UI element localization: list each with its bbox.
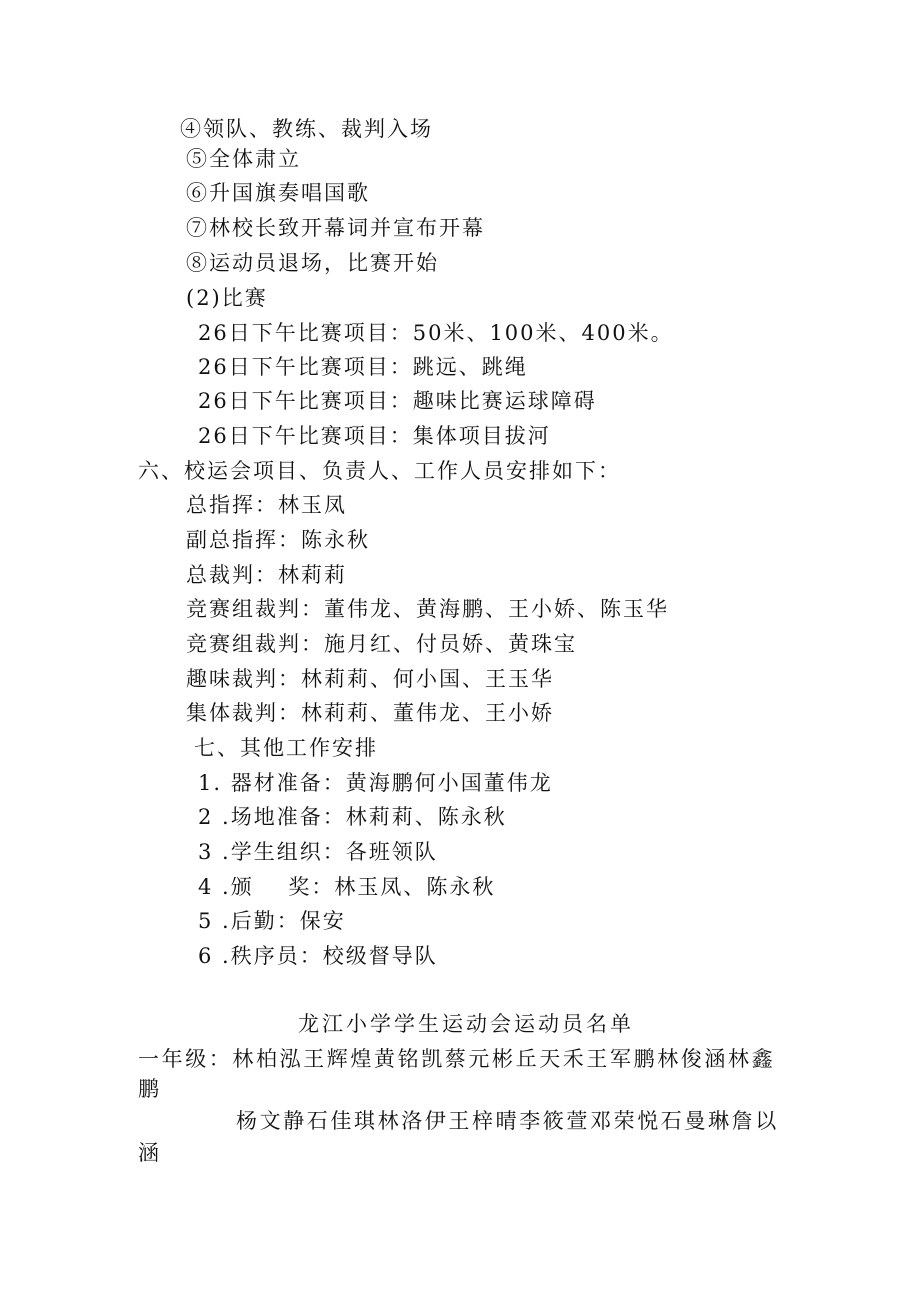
ceremony-step-4: ④领队、教练、裁判入场	[180, 117, 433, 141]
ceremony-step-6: ⑥升国旗奏唱国歌	[186, 181, 370, 205]
competition-item: 26日下午比赛项目：50米、100米、400米。	[198, 321, 674, 345]
roster-title: 龙江小学学生运动会运动员名单	[298, 1012, 634, 1036]
section6-heading: 六、校运会项目、负责人、工作人员安排如下：	[138, 459, 621, 483]
roster-grade1-line: 一年级：林柏泓王辉煌黄铭凯蔡元彬丘天禾王军鹏林俊涵林鑫	[138, 1047, 776, 1071]
roster-grade1-line: 鹏	[138, 1077, 162, 1101]
ceremony-step-5: ⑤全体肃立	[186, 147, 301, 171]
roster-grade1-line: 涵	[138, 1141, 162, 1165]
competition-heading: (2)比赛	[186, 286, 268, 310]
arrangement-item: 3 .学生组织：各班领队	[198, 840, 438, 864]
ceremony-step-8: ⑧运动员退场，比赛开始	[186, 251, 439, 275]
staff-item: 集体裁判：林莉莉、董伟龙、王小娇	[186, 701, 554, 725]
competition-item: 26日下午比赛项目：集体项目拔河	[198, 424, 551, 448]
arrangement-item: 4 .颁 奖：林玉凤、陈永秋	[198, 875, 496, 899]
staff-item: 总裁判：林莉莉	[186, 563, 347, 587]
staff-item: 趣味裁判：林莉莉、何小国、王玉华	[186, 667, 554, 691]
competition-item: 26日下午比赛项目：跳远、跳绳	[198, 355, 528, 379]
staff-item: 竞赛组裁判：董伟龙、黄海鹏、王小娇、陈玉华	[186, 597, 669, 621]
arrangement-item: 1. 器材准备：黄海鹏何小国董伟龙	[198, 771, 553, 795]
ceremony-step-7: ⑦林校长致开幕词并宣布开幕	[186, 216, 485, 240]
arrangement-item: 5 .后勤：保安	[198, 909, 346, 933]
section7-heading: 七、其他工作安排	[194, 736, 378, 760]
staff-item: 总指挥：林玉凤	[186, 493, 347, 517]
staff-item: 竞赛组裁判：施月红、付员娇、黄珠宝	[186, 632, 577, 656]
arrangement-item: 2 .场地准备：林莉莉、陈永秋	[198, 805, 507, 829]
arrangement-item: 6 .秩序员：校级督导队	[198, 944, 438, 968]
roster-grade1-line: 杨文静石佳琪林洛伊王梓晴李筱萱邓荣悦石曼琳詹以	[236, 1109, 779, 1133]
competition-item: 26日下午比赛项目：趣味比赛运球障碍	[198, 389, 597, 413]
staff-item: 副总指挥：陈永秋	[186, 528, 370, 552]
